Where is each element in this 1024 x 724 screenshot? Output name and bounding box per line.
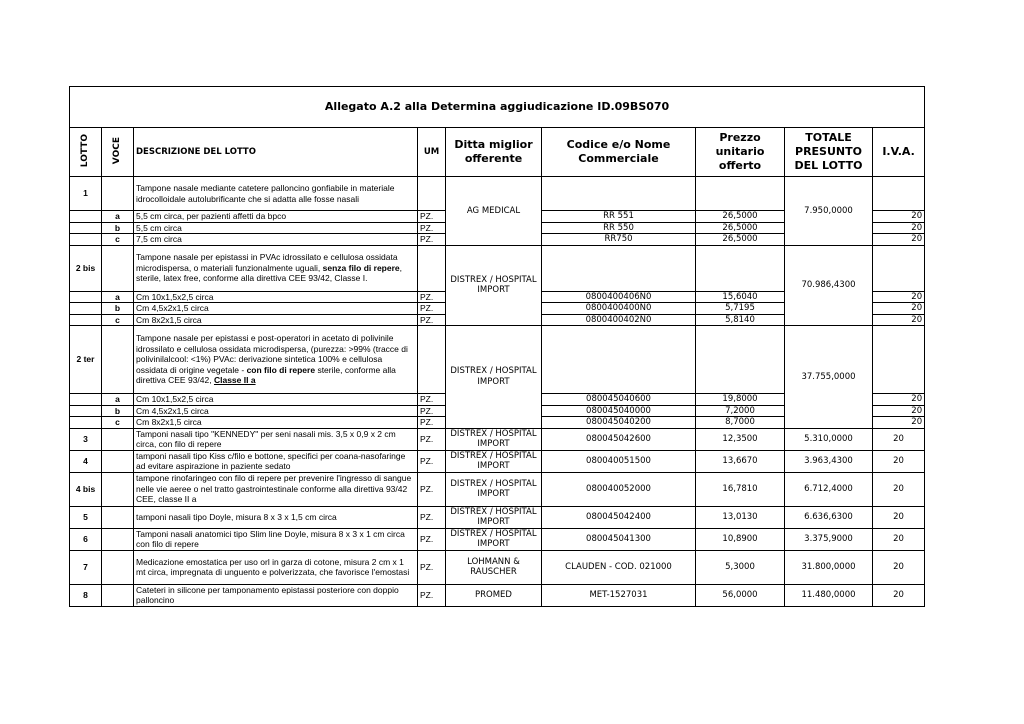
lot-totale: 3.375,9000 — [785, 528, 873, 550]
item-codice: 0800400402N0 — [542, 314, 696, 326]
item-iva: 20 — [873, 314, 925, 326]
item-iva: 20 — [873, 405, 925, 417]
lotto-number: 4 — [70, 450, 102, 472]
lot-ditta: DISTREX / HOSPITAL IMPORT — [446, 428, 542, 450]
item-iva: 20 — [873, 211, 925, 223]
lotto-number: 4 bis — [70, 472, 102, 506]
lot-description: Tampone nasale per epistassi e post-operatori in acetato di polivinile idrossilato e cellulosa ossidata microdispersa, (purezza: >99% (tracce di polivinilalcool: <1%) PVAc: derivazione sintetica 100% e cellulosa ossidata di origine vegetale - con filo di repere sterile, conforme alla direttiva CEE 93/42, Classe II a — [134, 326, 418, 394]
lot-totale: 5.310,0000 — [785, 428, 873, 450]
item-codice: 080045040200 — [542, 417, 696, 429]
item-codice: 080045042600 — [542, 428, 696, 450]
header-iva: I.V.A. — [873, 128, 925, 177]
item-iva: 20 — [873, 417, 925, 429]
item-prezzo: 26,5000 — [696, 222, 785, 234]
item-um: PZ. — [418, 528, 446, 550]
prezzo-cell — [696, 326, 785, 394]
item-um: PZ. — [418, 222, 446, 234]
item-prezzo: 13,0130 — [696, 506, 785, 528]
table-row — [70, 428, 925, 450]
header-totale: TOTALE PRESUNTO DEL LOTTO — [785, 128, 873, 177]
table-row — [70, 550, 925, 584]
item-um: PZ. — [418, 450, 446, 472]
item-codice: RR 550 — [542, 222, 696, 234]
lotto-cell — [70, 314, 102, 326]
lotto-cell — [70, 222, 102, 234]
voce-cell — [102, 177, 134, 211]
lot-description: tamponi nasali tipo Kiss c/filo e bottone, specifici per coana-nasofaringe ad evitare aspirazione in paziente sedato — [134, 450, 418, 472]
lot-ditta: LOHMANN & RAUSCHER — [446, 550, 542, 584]
lot-totale: 37.755,0000 — [785, 326, 873, 429]
item-um: PZ. — [418, 291, 446, 303]
voce-cell — [102, 450, 134, 472]
item-prezzo: 26,5000 — [696, 234, 785, 246]
voce-cell — [102, 326, 134, 394]
item-description: Cm 10x1,5x2,5 circa — [134, 394, 418, 406]
voce-cell — [102, 584, 134, 606]
item-iva: 20 — [873, 584, 925, 606]
table-row — [70, 245, 925, 291]
voce-cell — [102, 550, 134, 584]
item-description: Cm 4,5x2x1,5 circa — [134, 405, 418, 417]
item-iva: 20 — [873, 303, 925, 315]
item-description: Cm 10x1,5x2,5 circa — [134, 291, 418, 303]
voce-letter: b — [102, 222, 134, 234]
item-um: PZ. — [418, 472, 446, 506]
lotto-number: 7 — [70, 550, 102, 584]
item-um: PZ. — [418, 234, 446, 246]
item-iva: 20 — [873, 234, 925, 246]
item-iva: 20 — [873, 506, 925, 528]
item-um: PZ. — [418, 405, 446, 417]
lotto-cell — [70, 291, 102, 303]
lots-table — [69, 86, 925, 607]
table-row — [70, 450, 925, 472]
item-codice: 0800400406N0 — [542, 291, 696, 303]
item-um: PZ. — [418, 417, 446, 429]
lot-ditta: DISTREX / HOSPITAL IMPORT — [446, 450, 542, 472]
item-um: PZ. — [418, 303, 446, 315]
voce-letter: b — [102, 405, 134, 417]
item-codice: CLAUDEN - COD. 021000 — [542, 550, 696, 584]
codice-cell — [542, 245, 696, 291]
voce-letter: c — [102, 417, 134, 429]
voce-letter: a — [102, 394, 134, 406]
item-um: PZ. — [418, 211, 446, 223]
table-row — [70, 506, 925, 528]
prezzo-cell — [696, 177, 785, 211]
lot-totale: 6.712,4000 — [785, 472, 873, 506]
item-codice: RR 551 — [542, 211, 696, 223]
item-prezzo: 7,2000 — [696, 405, 785, 417]
lotto-number: 2 ter — [70, 326, 102, 394]
item-description: Cm 8x2x1,5 circa — [134, 417, 418, 429]
lotto-number: 1 — [70, 177, 102, 211]
lotto-cell — [70, 234, 102, 246]
lot-description: Tamponi nasali anatomici tipo Slim line Doyle, misura 8 x 3 x 1 cm circa con filo di repere — [134, 528, 418, 550]
lot-totale: 31.800,0000 — [785, 550, 873, 584]
item-iva: 20 — [873, 394, 925, 406]
iva-cell — [873, 326, 925, 394]
header-ditta: Ditta miglior offerente — [446, 128, 542, 177]
item-description: Cm 4,5x2x1,5 circa — [134, 303, 418, 315]
codice-cell — [542, 177, 696, 211]
item-codice: 080040051500 — [542, 450, 696, 472]
lot-ditta: AG MEDICAL — [446, 177, 542, 246]
voce-letter: a — [102, 211, 134, 223]
item-iva: 20 — [873, 528, 925, 550]
iva-cell — [873, 245, 925, 291]
item-iva: 20 — [873, 222, 925, 234]
header-um: UM — [418, 128, 446, 177]
lotto-cell — [70, 211, 102, 223]
voce-cell — [102, 472, 134, 506]
lotto-cell — [70, 394, 102, 406]
item-prezzo: 13,6670 — [696, 450, 785, 472]
item-description: 5,5 cm circa, per pazienti affetti da bpco — [134, 211, 418, 223]
lotto-number: 6 — [70, 528, 102, 550]
header-lotto: LOTTO — [70, 128, 102, 177]
voce-letter: c — [102, 314, 134, 326]
item-codice: 080045042400 — [542, 506, 696, 528]
item-iva: 20 — [873, 291, 925, 303]
item-um: PZ. — [418, 428, 446, 450]
item-iva: 20 — [873, 428, 925, 450]
item-prezzo: 10,8900 — [696, 528, 785, 550]
header-descrizione: DESCRIZIONE DEL LOTTO — [134, 128, 418, 177]
voce-cell — [102, 528, 134, 550]
lot-ditta: DISTREX / HOSPITAL IMPORT — [446, 472, 542, 506]
item-codice: MET-1527031 — [542, 584, 696, 606]
item-um: PZ. — [418, 584, 446, 606]
um-cell — [418, 177, 446, 211]
header-voce: VOCE — [102, 128, 134, 177]
lotto-number: 3 — [70, 428, 102, 450]
um-cell — [418, 326, 446, 394]
table-row — [70, 472, 925, 506]
lot-ditta: DISTREX / HOSPITAL IMPORT — [446, 528, 542, 550]
item-um: PZ. — [418, 314, 446, 326]
header-prezzo: Prezzo unitario offerto — [696, 128, 785, 177]
lot-description: tampone rinofaringeo con filo di repere per prevenire l'ingresso di sangue nelle vie aeree o nel tratto gastrointestinale conforme alla direttiva 93/42 CEE, classe II a — [134, 472, 418, 506]
document-page — [69, 86, 924, 607]
lot-description: Tamponi nasali tipo "KENNEDY" per seni nasali mis. 3,5 x 0,9 x 2 cm circa, con filo di repere — [134, 428, 418, 450]
lot-totale: 70.986,4300 — [785, 245, 873, 326]
item-codice: RR750 — [542, 234, 696, 246]
table-row — [70, 177, 925, 211]
lotto-cell — [70, 303, 102, 315]
codice-cell — [542, 326, 696, 394]
prezzo-cell — [696, 245, 785, 291]
item-prezzo: 12,3500 — [696, 428, 785, 450]
item-prezzo: 5,7195 — [696, 303, 785, 315]
item-prezzo: 26,5000 — [696, 211, 785, 223]
voce-cell — [102, 428, 134, 450]
item-prezzo: 5,8140 — [696, 314, 785, 326]
lot-ditta: DISTREX / HOSPITAL IMPORT — [446, 326, 542, 429]
voce-cell — [102, 506, 134, 528]
voce-letter: b — [102, 303, 134, 315]
item-iva: 20 — [873, 472, 925, 506]
lot-ditta: DISTREX / HOSPITAL IMPORT — [446, 506, 542, 528]
lot-description: Cateteri in silicone per tamponamento epistassi posteriore con doppio palloncino — [134, 584, 418, 606]
lotto-cell — [70, 405, 102, 417]
document-title: Allegato A.2 alla Determina aggiudicazione ID.09BS070 — [70, 87, 925, 128]
um-cell — [418, 245, 446, 291]
table-row — [70, 528, 925, 550]
lot-description: Medicazione emostatica per uso orl in garza di cotone, misura 2 cm x 1 mt circa, impregnata di unguento e polverizzata, che favorisce l'emostasi — [134, 550, 418, 584]
lot-ditta: DISTREX / HOSPITAL IMPORT — [446, 245, 542, 326]
item-prezzo: 56,0000 — [696, 584, 785, 606]
item-codice: 080045040000 — [542, 405, 696, 417]
lot-totale: 7.950,0000 — [785, 177, 873, 246]
voce-letter: c — [102, 234, 134, 246]
lot-totale: 3.963,4300 — [785, 450, 873, 472]
table-row — [70, 326, 925, 394]
item-prezzo: 16,7810 — [696, 472, 785, 506]
lotto-number: 5 — [70, 506, 102, 528]
lot-totale: 11.480,0000 — [785, 584, 873, 606]
table-row — [70, 584, 925, 606]
lot-description: tamponi nasali tipo Doyle, misura 8 x 3 x 1,5 cm circa — [134, 506, 418, 528]
item-description: 5,5 cm circa — [134, 222, 418, 234]
item-iva: 20 — [873, 550, 925, 584]
title-row — [70, 87, 925, 128]
item-prezzo: 5,3000 — [696, 550, 785, 584]
item-um: PZ. — [418, 550, 446, 584]
lotto-number: 8 — [70, 584, 102, 606]
header-codice: Codice e/o Nome Commerciale — [542, 128, 696, 177]
header-row — [70, 128, 925, 177]
item-description: 7,5 cm circa — [134, 234, 418, 246]
item-codice: 080045040600 — [542, 394, 696, 406]
item-prezzo: 15,6040 — [696, 291, 785, 303]
item-iva: 20 — [873, 450, 925, 472]
item-um: PZ. — [418, 394, 446, 406]
item-um: PZ. — [418, 506, 446, 528]
item-description: Cm 8x2x1,5 circa — [134, 314, 418, 326]
item-prezzo: 19,8000 — [696, 394, 785, 406]
voce-letter: a — [102, 291, 134, 303]
voce-cell — [102, 245, 134, 291]
lot-description: Tampone nasale mediante catetere palloncino gonfiabile in materiale idrocolloidale autolubrificante che si adatta alle fosse nasali — [134, 177, 418, 211]
item-codice: 0800400400N0 — [542, 303, 696, 315]
lot-ditta: PROMED — [446, 584, 542, 606]
lotto-number: 2 bis — [70, 245, 102, 291]
item-codice: 080040052000 — [542, 472, 696, 506]
lot-totale: 6.636,6300 — [785, 506, 873, 528]
item-prezzo: 8,7000 — [696, 417, 785, 429]
lot-description: Tampone nasale per epistassi in PVAc idrossilato e cellulosa ossidata microdispersa, o materiali funzionalmente uguali, senza filo di repere, sterile, latex free, conforme alla direttiva CEE 93/42, Classe I. — [134, 245, 418, 291]
item-codice: 080045041300 — [542, 528, 696, 550]
lotto-cell — [70, 417, 102, 429]
iva-cell — [873, 177, 925, 211]
